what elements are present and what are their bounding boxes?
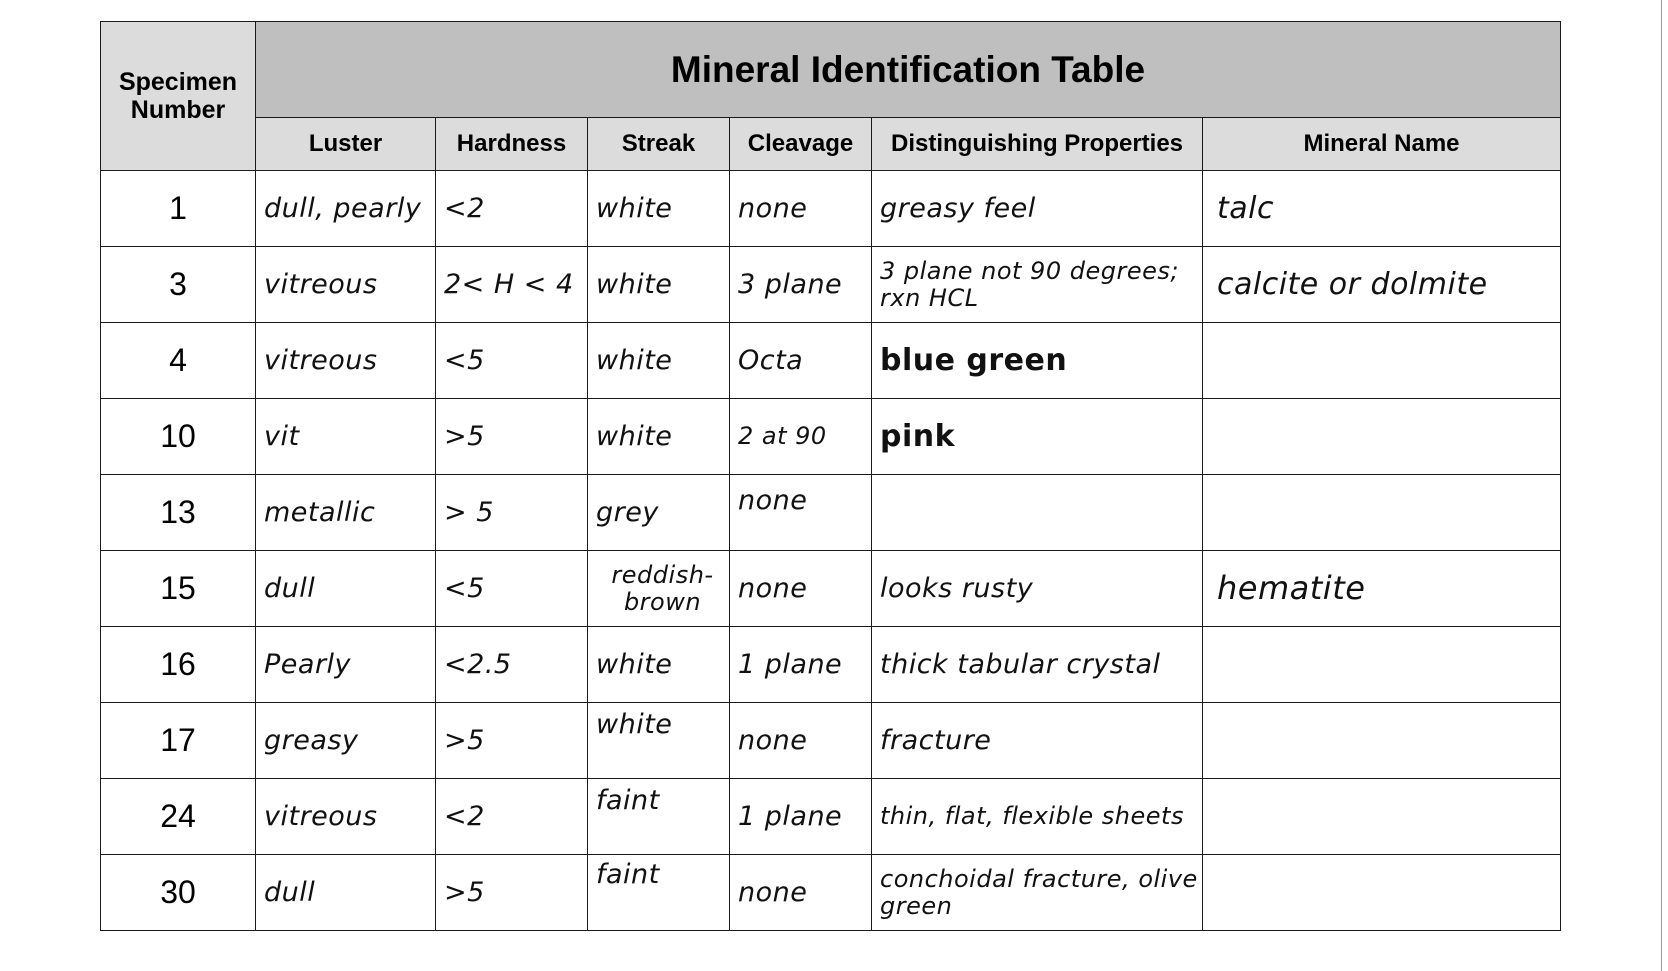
table-row	[101, 323, 1561, 399]
specimen-number: 1	[101, 171, 256, 247]
mineral-name-cell	[1203, 323, 1561, 399]
luster-cell: metallic	[256, 475, 436, 551]
luster-cell: vitreous	[256, 779, 436, 855]
table-row	[101, 779, 1561, 855]
properties-cell: pink	[872, 399, 1203, 475]
cleavage-cell: 3 plane	[730, 247, 872, 323]
cleavage-cell: none	[730, 855, 872, 931]
hardness-cell: > 5	[436, 475, 588, 551]
page-edge-line	[1661, 0, 1662, 971]
hardness-cell: <5	[436, 323, 588, 399]
table-title: Mineral Identification Table	[256, 22, 1561, 118]
luster-cell: dull, pearly	[256, 171, 436, 247]
streak-cell: grey	[588, 475, 730, 551]
hardness-cell: >5	[436, 399, 588, 475]
mineral-name-cell	[1203, 627, 1561, 703]
specimen-number: 15	[101, 551, 256, 627]
mineral-name-cell	[1203, 855, 1561, 931]
mineral-name-cell	[1203, 475, 1561, 551]
table-row	[101, 855, 1561, 931]
column-header-streak: Streak	[588, 118, 730, 171]
column-header-mineral-name: Mineral Name	[1203, 118, 1561, 171]
table-row	[101, 703, 1561, 779]
streak-cell: white	[588, 247, 730, 323]
luster-cell: vit	[256, 399, 436, 475]
hardness-cell: <5	[436, 551, 588, 627]
specimen-number: 24	[101, 779, 256, 855]
cleavage-cell: Octa	[730, 323, 872, 399]
specimen-number: 17	[101, 703, 256, 779]
properties-cell: 3 plane not 90 degrees; rxn HCL	[872, 247, 1203, 323]
streak-cell: white	[588, 399, 730, 475]
mineral-name-cell	[1203, 399, 1561, 475]
cleavage-cell: 1 plane	[730, 627, 872, 703]
table-row	[101, 399, 1561, 475]
streak-cell: white	[588, 703, 730, 779]
properties-cell	[872, 475, 1203, 551]
luster-cell: dull	[256, 551, 436, 627]
table-row	[101, 551, 1561, 627]
streak-cell: reddish-brown	[588, 551, 730, 627]
streak-cell: faint	[588, 855, 730, 931]
streak-cell: white	[588, 627, 730, 703]
table-row	[101, 247, 1561, 323]
table-row	[101, 475, 1561, 551]
properties-cell: looks rusty	[872, 551, 1203, 627]
hardness-cell: <2.5	[436, 627, 588, 703]
specimen-number: 3	[101, 247, 256, 323]
cleavage-cell: none	[730, 703, 872, 779]
cleavage-cell: none	[730, 171, 872, 247]
luster-cell: Pearly	[256, 627, 436, 703]
specimen-number: 16	[101, 627, 256, 703]
cleavage-cell: 1 plane	[730, 779, 872, 855]
properties-cell: thick tabular crystal	[872, 627, 1203, 703]
luster-cell: greasy	[256, 703, 436, 779]
mineral-name-cell: talc	[1203, 171, 1561, 247]
luster-cell: vitreous	[256, 323, 436, 399]
luster-cell: dull	[256, 855, 436, 931]
mineral-name-cell: hematite	[1203, 551, 1561, 627]
mineral-name-cell	[1203, 703, 1561, 779]
hardness-cell: <2	[436, 171, 588, 247]
properties-cell: blue green	[872, 323, 1203, 399]
hardness-cell: >5	[436, 703, 588, 779]
streak-cell: white	[588, 171, 730, 247]
specimen-number-header: Specimen Number	[101, 22, 256, 171]
cleavage-cell: none	[730, 551, 872, 627]
specimen-number: 10	[101, 399, 256, 475]
properties-cell: conchoidal fracture, olive green	[872, 855, 1203, 931]
hardness-cell: >5	[436, 855, 588, 931]
properties-cell: thin, flat, flexible sheets	[872, 779, 1203, 855]
properties-cell: fracture	[872, 703, 1203, 779]
table-row	[101, 627, 1561, 703]
column-header-distinguishing-properties: Distinguishing Properties	[872, 118, 1203, 171]
streak-cell: faint	[588, 779, 730, 855]
specimen-number: 30	[101, 855, 256, 931]
column-header-hardness: Hardness	[436, 118, 588, 171]
column-header-luster: Luster	[256, 118, 436, 171]
mineral-name-cell	[1203, 779, 1561, 855]
column-header-cleavage: Cleavage	[730, 118, 872, 171]
table-row	[101, 171, 1561, 247]
mineral-name-cell: calcite or dolmite	[1203, 247, 1561, 323]
specimen-number: 13	[101, 475, 256, 551]
hardness-cell: 2< H < 4	[436, 247, 588, 323]
streak-cell: white	[588, 323, 730, 399]
hardness-cell: <2	[436, 779, 588, 855]
cleavage-cell: none	[730, 475, 872, 551]
specimen-number: 4	[101, 323, 256, 399]
cleavage-cell: 2 at 90	[730, 399, 872, 475]
properties-cell: greasy feel	[872, 171, 1203, 247]
mineral-identification-table	[100, 21, 1561, 931]
luster-cell: vitreous	[256, 247, 436, 323]
